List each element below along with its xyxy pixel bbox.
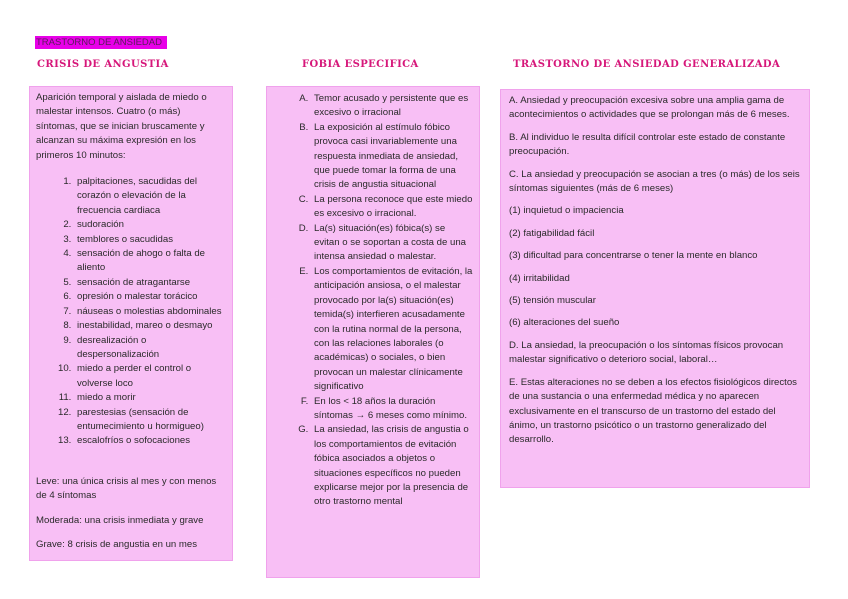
list-item: 13. escalofríos o sofocaciones [74,434,224,448]
list-item: 3. temblores o sacudidas [74,233,224,247]
list-item: C. La persona reconoce que este miedo es excesivo o irracional. [311,193,473,222]
crisis-intro: Aparición temporal y aislada de miedo o malestar intensos. Cuatro (o más) síntomas, que se inician bruscamente y alcanzan su máxima expresión en los primeros 10 minutos: [36,92,207,161]
symptom-item: (3) dificultad para concentrarse o tener la mente en blanco [509,250,758,262]
list-item: D. La(s) situación(es) fóbica(s) se evitan o se soportan a costa de una intensa ansiedad o malestar. [311,222,473,265]
fobia-especifica-box [266,86,480,578]
symptom-item: (1) inquietud o impaciencia [509,205,624,217]
list-item: 8. inestabilidad, mareo o desmayo [74,319,224,333]
list-item: 6. opresión o malestar torácico [74,290,224,304]
list-item: B. La exposición al estímulo fóbico provoca casi invariablemente una respuesta inmediata de ansiedad, que puede tomar la forma de una crisis de angustia situacional [311,121,473,193]
symptom-item: (4) irritabilidad [509,272,570,284]
criterion-b: B. Al individuo le resulta difícil controlar este estado de constante preocupación. [509,131,786,158]
list-item: 10. miedo a perder el control o volverse loco [74,362,224,391]
criterion-d: D. La ansiedad, la preocupación o los síntomas físicos provocan malestar significativo o deterioro social, laboral… [509,339,784,366]
list-item: G. La ansiedad, las crisis de angustia o los comportamientos de evitación fóbica asociados a objetos o situaciones específicos no pueden explicarse mejor por la presencia de otro trastorno mental [311,423,473,509]
criterion-a: A. Ansiedad y preocupación excesiva sobre una amplia gama de acontecimientos o actividades que se prolongan más de 6 meses. [509,95,790,121]
severity-moderate: Moderada: una crisis inmediata y grave [36,514,204,526]
fobia-criteria-list [271,92,473,510]
list-item: 7. náuseas o molestias abdominales [74,305,224,319]
list-item: 12. parestesias (sensación de entumecimiento u hormigueo) [74,406,224,435]
symptom-item: (2) fatigabilidad fácil [509,227,595,239]
criterion-c: C. La ansiedad y preocupación se asocian a tres (o más) de los seis síntomas siguientes (más de 6 meses) [509,168,800,195]
severity-mild: Leve: una única crisis al mes y con menos de 4 síntomas [36,475,217,502]
ansiedad-generalizada-box [500,89,810,488]
heading-ansiedad-generalizada: TRASTORNO DE ANSIEDAD GENERALIZADA [513,59,781,70]
symptom-item: (6) alteraciones del sueño [509,317,620,329]
list-item: 5. sensación de atragantarse [74,276,224,290]
heading-crisis-de-angustia: CRISIS DE ANGUSTIA [37,59,169,70]
list-item: 2. sudoración [74,218,224,232]
list-item: F. En los < 18 años la duración síntomas → 6 meses como mínimo. [311,395,473,424]
crisis-de-angustia-box [29,86,233,561]
heading-fobia-especifica: FOBIA ESPECIFICA [302,59,419,70]
criterion-e: E. Estas alteraciones no se deben a los efectos fisiológicos directos de una sustancia o una enfermedad médica y no aparecen exclusivamente en el transcurso de un trastorno del estado del ánimo, un trastorno psicótico o un trastorno generalizado del desarrollo. [509,376,797,446]
list-item: 1. palpitaciones, sacudidas del corazón o elevación de la frecuencia cardiaca [74,175,224,218]
symptom-item: (5) tensión muscular [509,295,596,307]
document-title: TRASTORNO DE ANSIEDAD [35,36,167,49]
severity-severe: Grave: 8 crisis de angustia en un mes [36,538,198,550]
list-item: 9. desrealización o despersonalización [74,334,224,363]
crisis-symptom-list [36,175,224,449]
list-item: 4. sensación de ahogo o falta de aliento [74,247,224,276]
list-item: E. Los comportamientos de evitación, la anticipación ansiosa, o el malestar provocado por la(s) situación(es) temida(s) interfieren acusadamente con la rutina normal de la persona, con las relaciones laborales (o académicas) o sociales, o bien provocan un malestar clínicamente significativo [311,265,473,395]
list-item: 11. miedo a morir [74,391,224,405]
list-item: A. Temor acusado y persistente que es excesivo o irracional [311,92,473,121]
